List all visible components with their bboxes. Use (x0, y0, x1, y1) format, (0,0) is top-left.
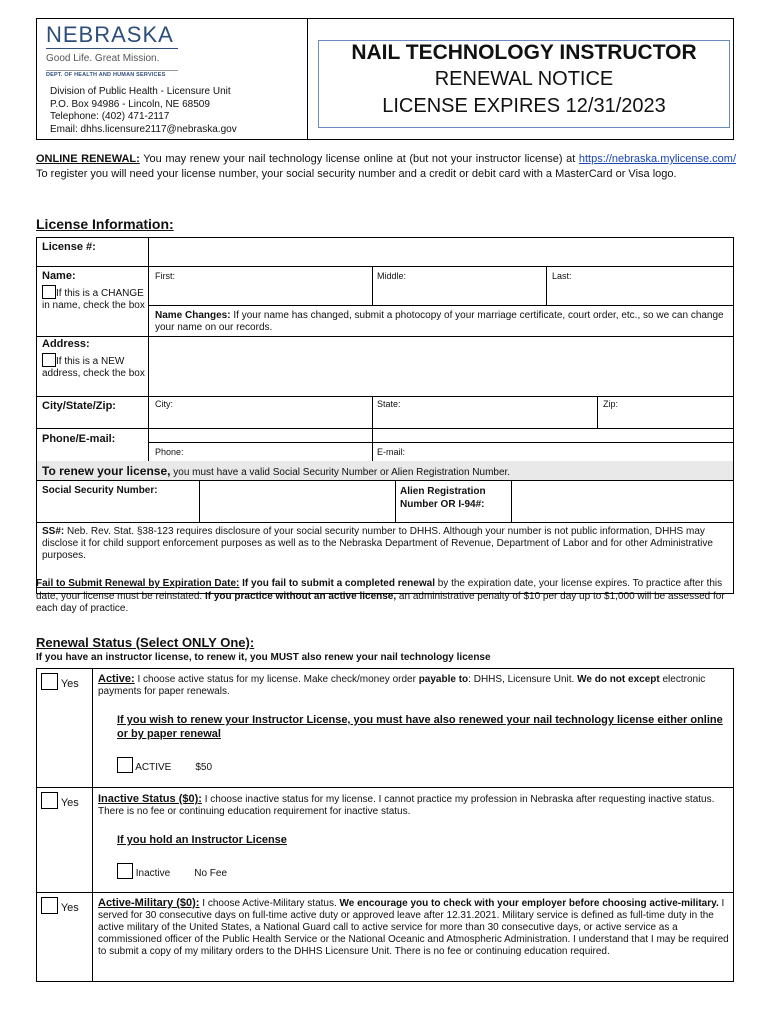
fail-text-2: an administrative penalty of $10 per day up to $1,000 will be assessed for each day of practice. (36, 590, 725, 614)
fail-to-submit-paragraph (36, 578, 736, 616)
name-changes-text: If your name has changed, submit a photocopy of your marriage certificate, court order, etc., so we can change your name on our records. (155, 310, 724, 333)
yes-label: Yes (60, 797, 79, 809)
active-text-1: I choose active status for my license. Make check/money order (134, 674, 419, 685)
alien-number-field[interactable] (512, 481, 733, 522)
active-option-checkbox[interactable] (117, 757, 133, 773)
inactive-title: Inactive Status ($0): (98, 793, 202, 805)
nebraska-logo: NEBRASKA (46, 22, 174, 47)
active-option[interactable] (117, 757, 212, 773)
ss-label: SS#: (42, 526, 65, 537)
address-field[interactable] (149, 337, 733, 396)
renewal-status-subheading: If you have an instructor license, to renew it, you MUST also renew your nail technology license (36, 652, 491, 663)
name-change-checkbox[interactable] (42, 285, 56, 299)
active-text-3: electronic payments for paper renewals. (98, 674, 706, 697)
form-title: NAIL TECHNOLOGY INSTRUCTOR (351, 41, 697, 64)
zip-field[interactable]: Zip: (603, 399, 619, 409)
inactive-text: I choose inactive status for my license. I cannot practice my profession in Nebraska after requesting inactive status. There is no fee or continuing education requirement for inactive status. (98, 794, 715, 817)
military-bold-1: We encourage you to check with your employer before choosing active-military. (339, 898, 719, 909)
inactive-yes[interactable] (41, 792, 79, 809)
middle-name-field[interactable]: Middle: (377, 271, 407, 281)
logo-underline (46, 48, 178, 49)
fail-label: Fail to Submit Renewal by Expiration Date: (36, 578, 240, 589)
instructor-renewal-heading: If you wish to renew your Instructor License, you must have also renewed your nail technology license either online or by paper renewal (117, 714, 723, 740)
city-field[interactable]: City: (155, 399, 173, 409)
name-label: Name: (42, 270, 76, 282)
state-field[interactable]: State: (377, 399, 401, 409)
phone-email-label: Phone/E-mail: (42, 433, 116, 445)
inactive-description (98, 793, 728, 818)
inactive-option-checkbox[interactable] (117, 863, 133, 879)
online-renewal-text-2: To register you will need your license number, your social security number and a credit or debit card with a MasterCard or Visa logo. (36, 168, 677, 180)
alien-label-line: Alien Registration (400, 486, 486, 497)
first-name-field[interactable]: First: (155, 271, 175, 281)
renewal-status-heading: Renewal Status (Select ONLY One): (36, 635, 255, 650)
license-number-label: License #: (42, 241, 96, 253)
agency-address (50, 86, 237, 136)
email-field[interactable]: E-mail: (377, 447, 406, 457)
renew-requirement (42, 464, 510, 478)
address-label: Address: (42, 338, 90, 350)
military-title: Active-Military ($0): (98, 897, 200, 909)
license-number-field[interactable] (149, 238, 733, 266)
yes-label: Yes (60, 902, 79, 914)
yes-label: Yes (60, 678, 79, 690)
ssn-field[interactable] (200, 481, 395, 522)
name-changes-note (155, 310, 729, 334)
military-text-2: I served for 30 consecutive days on full-time active duty or approved leave after 12.31.2021. Military service is defined as full-time duty in the active military of the United States, a National Guard call to active service for more than 30 consecutive days, or active service as a commissioned officer of the Public Health Service or the National Oceanic and Atmospheric Administration. I understand that I may be required to submit a copy of my military orders to the DHHS Licensure Unit. There is no fee or continuing education required. (98, 898, 729, 957)
ss-text: Neb. Rev. Stat. §38-123 requires disclosure of your social security number to DHHS. Although your number is not public information, DHHS may disclose it for child support enforcement purposes as well as to the Nebraska Department of Revenue, Department of Labor and for other Administrative purposes. (42, 526, 713, 561)
ssn-label: Social Security Number: (42, 485, 158, 496)
new-address-text: If this is a NEW address, check the box (42, 356, 145, 379)
inactive-option[interactable] (117, 863, 227, 879)
active-title: Active: (98, 673, 135, 685)
address-line: Email: dhhs.licensure2117@nebraska.gov (50, 123, 237, 135)
active-yes[interactable] (41, 673, 79, 690)
active-bold-2: We do not except (577, 674, 660, 685)
mylicense-link[interactable]: https://nebraska.mylicense.com/ (578, 153, 736, 165)
military-checkbox[interactable] (41, 897, 58, 914)
fail-text-1: by the expiration date, your license expires. To practice after this date, your license must be reinstated. (36, 578, 723, 602)
renew-requirement-bold: To renew your license, (42, 464, 171, 478)
logo-tagline: Good Life. Great Mission. (46, 53, 160, 64)
active-option-label: ACTIVE (135, 762, 172, 773)
online-renewal-text: You may renew your nail technology license online at (but not your instructor license) at (139, 153, 579, 165)
active-text-2: : DHHS, Licensure Unit. (468, 674, 578, 685)
license-info-heading: License Information: (36, 216, 174, 232)
form-subtitle: RENEWAL NOTICE (434, 68, 614, 90)
renew-requirement-text: you must have a valid Social Security Number or Alien Registration Number. (170, 467, 511, 478)
name-change-text: If this is a CHANGE in name, check the box (42, 288, 145, 311)
name-changes-label: Name Changes: (155, 310, 231, 321)
expiration-line: LICENSE EXPIRES 12/31/2023 (382, 95, 666, 117)
new-address-checkbox[interactable] (42, 353, 56, 367)
alien-registration-label (400, 485, 486, 511)
address-line: Division of Public Health - Licensure Unit (50, 86, 231, 97)
instructor-license-heading: If you hold an Instructor License (117, 834, 287, 846)
inactive-option-fee: No Fee (194, 868, 228, 879)
logo-rule (46, 70, 178, 71)
active-bold-1: payable to (418, 674, 469, 685)
ss-disclosure (42, 526, 728, 562)
city-state-zip-label: City/State/Zip: (42, 400, 116, 412)
phone-field[interactable]: Phone: (155, 447, 184, 457)
new-address-note (42, 353, 146, 380)
inactive-checkbox[interactable] (41, 792, 58, 809)
address-line: Telephone: (402) 471-2117 (50, 111, 170, 122)
inactive-option-label: Inactive (135, 868, 171, 879)
last-name-field[interactable]: Last: (552, 271, 572, 281)
military-text-1: I choose Active-Military status. (199, 898, 340, 909)
active-option-fee: $50 (195, 762, 213, 773)
address-line: P.O. Box 94986 - Lincoln, NE 68509 (50, 98, 210, 110)
military-description (98, 897, 730, 958)
online-renewal-paragraph (36, 152, 736, 182)
fail-bold-1: If you fail to submit a completed renewal (239, 578, 435, 589)
name-change-note (42, 285, 146, 312)
active-checkbox[interactable] (41, 673, 58, 690)
alien-label-line: Number OR I-94#: (400, 499, 485, 510)
active-description (98, 673, 728, 698)
online-renewal-label: ONLINE RENEWAL: (36, 153, 140, 165)
fail-bold-2: If you practice without an active license, (204, 590, 397, 602)
header-divider (307, 18, 308, 140)
military-yes[interactable] (41, 897, 79, 914)
logo-department: DEPT. OF HEALTH AND HUMAN SERVICES (46, 72, 166, 78)
